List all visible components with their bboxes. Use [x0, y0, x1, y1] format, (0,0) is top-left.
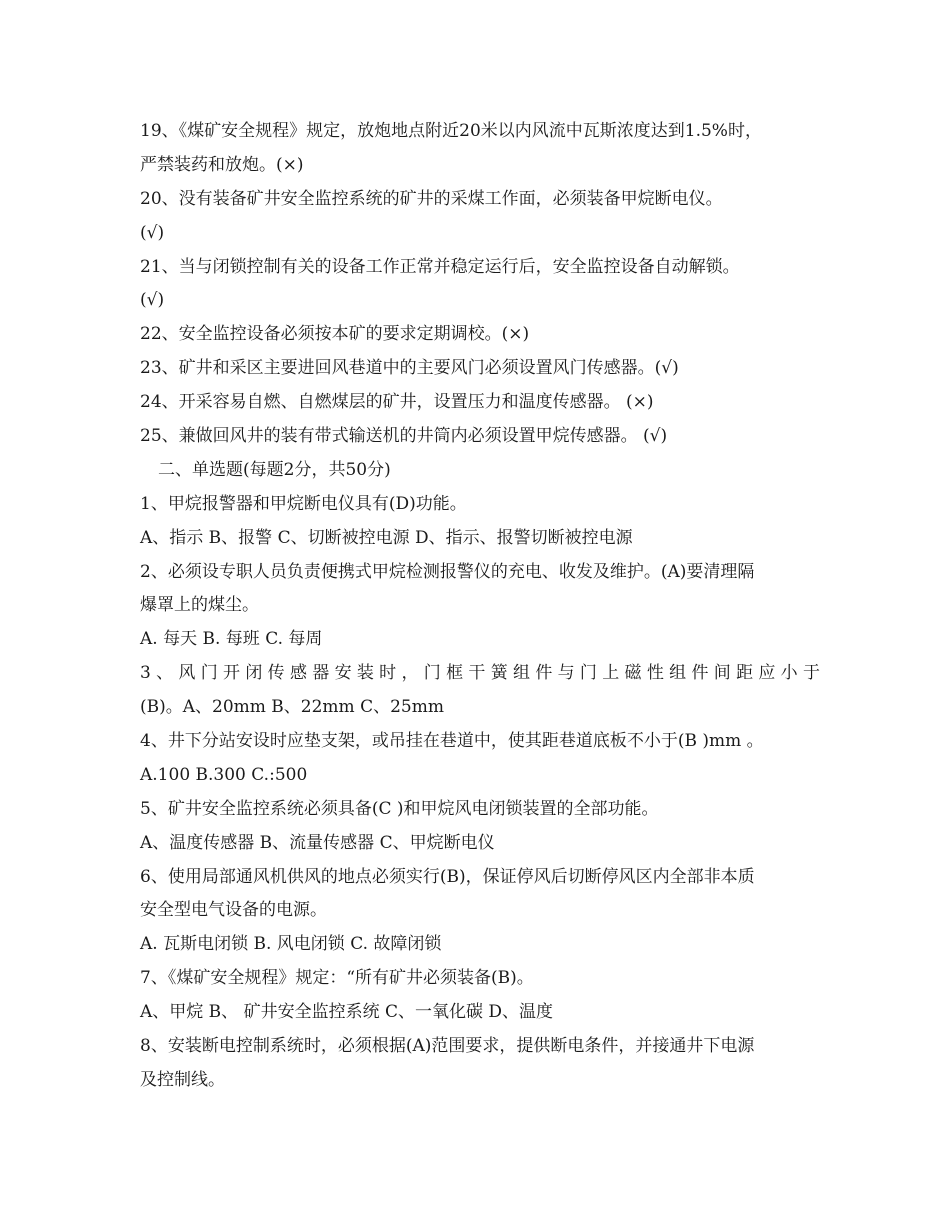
question-text: 安全型电气设备的电源。	[140, 900, 327, 921]
document-body	[140, 115, 820, 1098]
answer-options: A、指示 B、报警 C、切断被控电源 D、指示、报警切断被控电源	[140, 527, 633, 548]
question-text: 4、井下分站安设时应垫支架，或吊挂在巷道中，使其距巷道底板不小于(B )mm 。	[140, 731, 764, 752]
question-text: 8、安装断电控制系统时，必须根据(A)范围要求，提供断电条件，并接通井下电源	[140, 1036, 755, 1057]
question-text: 5、矿井安全监控系统必须具备(C )和甲烷风电闭锁装置的全部功能。	[140, 798, 659, 819]
text-line: 21、当与闭锁控制有关的设备工作正常并稳定运行后，安全监控设备自动解锁。	[140, 256, 740, 277]
text-line: (√)	[140, 222, 165, 243]
answer-options: A. 每天 B. 每班 C. 每周	[140, 629, 323, 650]
section-heading: 二、单选题(每题2分，共50分)	[158, 459, 391, 480]
question-text: 6、使用局部通风机供风的地点必须实行(B)，保证停风后切断停风区内全部非本质	[140, 866, 755, 887]
text-line: 严禁装药和放炮。(×)	[140, 154, 304, 175]
text-line: 24、开采容易自燃、自燃煤层的矿井，设置压力和温度传感器。 (×)	[140, 392, 654, 413]
question-text: 7、《煤矿安全规程》规定：“所有矿井必须装备(B)。	[140, 968, 534, 989]
answer-options: A、甲烷 B、 矿井安全监控系统 C、一氧化碳 D、温度	[140, 1002, 554, 1023]
answer-options: A. 瓦斯电闭锁 B. 风电闭锁 C. 故障闭锁	[140, 934, 442, 955]
text-line: (√)	[140, 290, 165, 311]
answer-options: A.100 B.300 C.:500	[140, 764, 308, 785]
text-line: 19、《煤矿安全规程》规定，放炮地点附近20米以内风流中瓦斯浓度达到1.5%时，	[140, 121, 762, 141]
text-line: 23、矿井和采区主要进回风巷道中的主要风门必须设置风门传感器。(√)	[140, 358, 679, 379]
question-text: 及控制线。	[140, 1069, 225, 1090]
text-line: 20、没有装备矿井安全监控系统的矿井的采煤工作面，必须装备甲烷断电仪。	[140, 188, 723, 209]
question-text: 2、必须设专职人员负责便携式甲烷检测报警仪的充电、收发及维护。(A)要清理隔	[140, 561, 755, 582]
question-text: 1、甲烷报警器和甲烷断电仪具有(D)功能。	[140, 493, 467, 514]
question-text: 3、风门开闭传感器安装时，门框干簧组件与门上磁性组件间距应小于	[140, 663, 820, 684]
answer-options: (B)。A、20mm B、22mm C、25mm	[140, 697, 444, 718]
question-text: 爆罩上的煤尘。	[140, 595, 259, 616]
text-line: 25、兼做回风井的装有带式输送机的井筒内必须设置甲烷传感器。 (√)	[140, 426, 668, 447]
answer-options: A、温度传感器 B、流量传感器 C、甲烷断电仪	[140, 832, 495, 853]
text-line: 22、安全监控设备必须按本矿的要求定期调校。(×)	[140, 324, 530, 345]
